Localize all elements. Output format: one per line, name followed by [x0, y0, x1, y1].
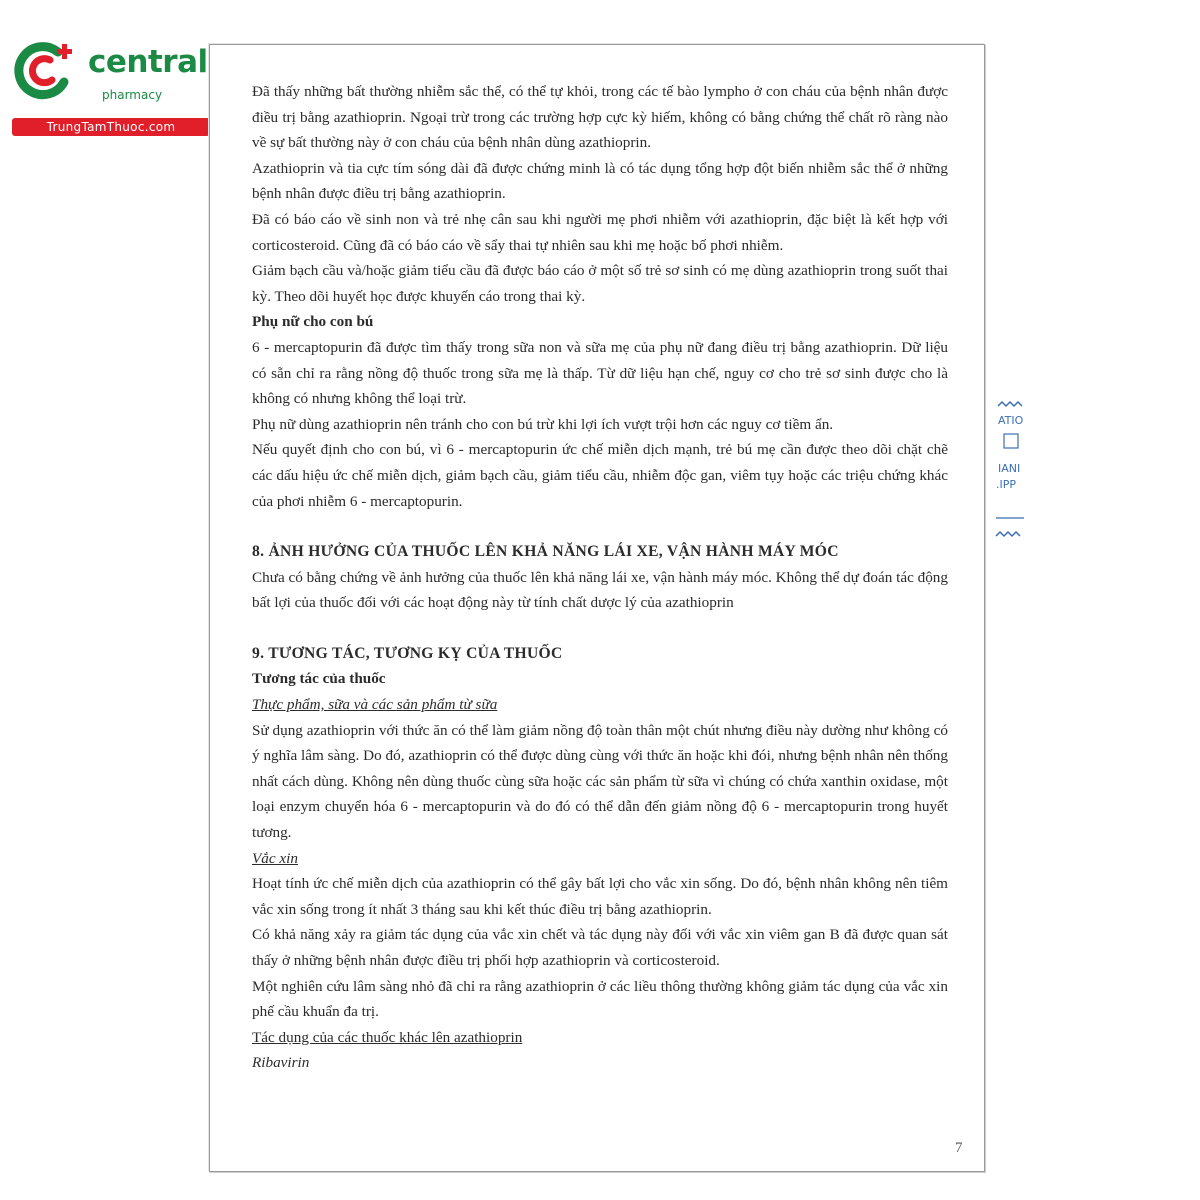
- paragraph: 6 - mercaptopurin đã được tìm thấy trong sữa non và sữa mẹ của phụ nữ đang điều trị bằng azathioprin. Dữ liệu có sẵn chỉ ra rằng nồng độ thuốc trong sữa mẹ là thấp. Từ dữ liệu hạn chế, nguy cơ cho trẻ sơ sinh được cho là không có nhưng không thể loại trừ.: [252, 338, 948, 408]
- paragraph: Có khả năng xảy ra giảm tác dụng của vắc xin chết và tác dụng này đối với vắc xin viêm gan B đã được quan sát thấy ở những bệnh nhân được điều trị phối hợp azathioprin và corticosteroid.: [252, 926, 948, 969]
- stamp-line-2: IANI: [998, 462, 1021, 475]
- spacer: [252, 616, 948, 641]
- subheading-food: Thực phẩm, sữa và các sản phẩm từ sữa: [252, 696, 498, 714]
- subheading-breastfeeding: Phụ nữ cho con bú: [252, 313, 374, 331]
- section-heading-9: 9. TƯƠNG TÁC, TƯƠNG KỴ CỦA THUỐC: [252, 644, 563, 662]
- logo-name: central: [88, 44, 208, 80]
- subheading-interactions: Tương tác của thuốc: [252, 670, 386, 688]
- paragraph: Chưa có bằng chứng về ảnh hưởng của thuốc lên khả năng lái xe, vận hành máy móc. Không thể dự đoán tác động bất lợi của thuốc đối với các hoạt động này từ tính chất dược lý của azathioprin: [252, 568, 948, 612]
- pharmacy-logo-icon: [12, 38, 76, 102]
- paragraph: Nếu quyết định cho con bú, vì 6 - mercaptopurin ức chế miễn dịch mạnh, trẻ bú mẹ cần được theo dõi chặt chẽ các dấu hiệu ức chế miễn dịch, giảm bạch cầu, giảm tiểu cầu, nhiễm độc gan, viêm tụy hoặc các triệu chứng khác của phơi nhiễm 6 - mercaptopurin.: [252, 441, 948, 510]
- stamp-line-1: ATIO: [998, 414, 1024, 427]
- subheading-vaccine: Vắc xin: [252, 849, 298, 867]
- stamp-line-3: .IPP: [996, 478, 1017, 491]
- paragraph: Azathioprin và tia cực tím sóng dài đã được chứng minh là có tác dụng tổng hợp đột biến nhiễm sắc thể ở những bệnh nhân được điều trị bằng azathioprin.: [252, 159, 948, 203]
- stamp-fragment: [990, 400, 1030, 550]
- paragraph: Đã thấy những bất thường nhiễm sắc thể, có thể tự khỏi, trong các tế bào lympho ở con cháu của bệnh nhân được điều trị bằng azathioprin. Ngoại trừ trong các trường hợp cực kỳ hiếm, không có bằng chứng thể chất rõ ràng nào về sự bất thường này ở con cháu của bệnh nhân dùng azathioprin.: [252, 83, 948, 152]
- logo-subtitle: pharmacy: [102, 88, 163, 102]
- document-body: [252, 79, 948, 1076]
- logo-banner: TrungTamThuoc.com: [12, 118, 210, 136]
- pharmacy-logo: [12, 36, 212, 136]
- page-number: 7: [955, 1140, 963, 1156]
- paragraph: Hoạt tính ức chế miễn dịch của azathioprin có thể gây bất lợi cho vắc xin sống. Do đó, bệnh nhân không nên tiêm vắc xin sống trong ít nhất 3 tháng sau khi kết thúc điều trị bằng azathioprin.: [252, 875, 948, 918]
- paragraph: Sử dụng azathioprin với thức ăn có thể làm giảm nồng độ toàn thân một chút nhưng điều này dường như không có ý nghĩa lâm sàng. Do đó, azathioprin có thể được dùng cùng với thức ăn hoặc khi đói, nhưng bệnh nhân nên thống nhất cách dùng. Không nên dùng thuốc cùng sữa hoặc các sản phẩm từ sữa vì chúng có chứa xanthin oxidase, một loại enzym chuyển hóa 6 - mercaptopurin và do đó có thể dẫn đến giảm nồng độ 6 - mercaptopurin trong huyết tương.: [252, 721, 948, 842]
- section-heading-8: 8. ẢNH HƯỞNG CỦA THUỐC LÊN KHẢ NĂNG LÁI XE, VẬN HÀNH MÁY MÓC: [252, 543, 839, 561]
- paragraph: Đã có báo cáo về sinh non và trẻ nhẹ cân sau khi người mẹ phơi nhiễm với azathioprin, đặc biệt là kết hợp với corticosteroid. Cũng đã có báo cáo về sẩy thai tự nhiên sau khi mẹ hoặc bố phơi nhiễm.: [252, 210, 948, 254]
- spacer: [252, 514, 948, 539]
- paragraph: Một nghiên cứu lâm sàng nhỏ đã chỉ ra rằng azathioprin ở các liều thông thường không giảm tác dụng của vắc xin phế cầu khuẩn đa trị.: [252, 977, 948, 1021]
- subheading-other-drugs: Tác dụng của các thuốc khác lên azathioprin: [252, 1028, 523, 1046]
- subheading-ribavirin: Ribavirin: [252, 1054, 310, 1072]
- paragraph: Phụ nữ dùng azathioprin nên tránh cho con bú trừ khi lợi ích vượt trội hơn các nguy cơ tiềm ẩn.: [252, 415, 834, 433]
- paragraph: Giảm bạch cầu và/hoặc giảm tiểu cầu đã được báo cáo ở một số trẻ sơ sinh có mẹ dùng azathioprin trong suốt thai kỳ. Theo dõi huyết học được khuyến cáo trong thai kỳ.: [252, 262, 948, 305]
